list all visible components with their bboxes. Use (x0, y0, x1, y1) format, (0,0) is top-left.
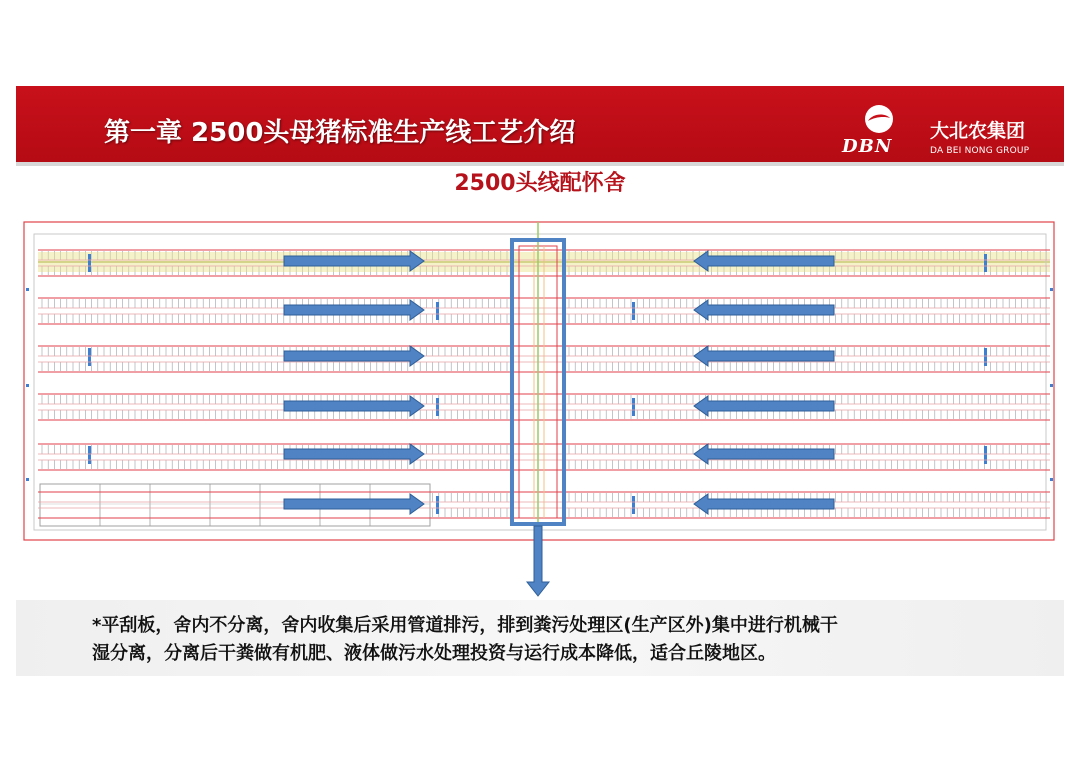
drain-marker (436, 302, 439, 320)
drain-marker (88, 446, 91, 464)
drain-marker (436, 496, 439, 514)
drain-marker (984, 446, 987, 464)
edge-marker (1050, 478, 1053, 481)
logo-mark-text: DBN (842, 136, 893, 157)
chapter-title: 第一章 2500头母猪标准生产线工艺介绍 (104, 118, 576, 148)
flow-arrow-right (284, 444, 424, 464)
note-line-1: *平刮板，舍内不分离，舍内收集后采用管道排污，排到粪污处理区(生产区外)集中进行机械干 (92, 615, 838, 636)
barn-floor-plan (22, 216, 1058, 600)
logo-emblem-icon (864, 104, 894, 134)
diagram-title: 2500头线配怀舍 (454, 171, 626, 196)
drain-marker (632, 398, 635, 416)
flow-arrows (284, 240, 834, 596)
flow-arrow-left (694, 494, 834, 514)
edge-marker (26, 478, 29, 481)
flow-arrow-right (284, 396, 424, 416)
flow-arrow-left (694, 346, 834, 366)
note-line-2: 湿分离，分离后干粪做有机肥、液体做污水处理投资与运行成本降低，适合丘陵地区。 (92, 643, 776, 664)
logo-company-name: 大北农集团 (930, 120, 1026, 142)
edge-marker (26, 384, 29, 387)
edge-marker (1050, 384, 1053, 387)
flow-arrow-left (694, 444, 834, 464)
drain-marker (88, 348, 91, 366)
company-logo (838, 104, 1038, 158)
flow-arrow-right (284, 300, 424, 320)
edge-marker (26, 288, 29, 291)
flow-arrow-down (527, 526, 549, 596)
drain-marker (984, 254, 987, 272)
logo-company-name-en: DA BEI NONG GROUP (930, 146, 1030, 156)
drain-marker (436, 398, 439, 416)
drain-marker (632, 496, 635, 514)
drain-marker (88, 254, 91, 272)
flow-arrow-right (284, 346, 424, 366)
edge-marker (1050, 288, 1053, 291)
flow-arrow-left (694, 300, 834, 320)
pen-grid (26, 251, 1053, 526)
drain-marker (984, 348, 987, 366)
process-note (92, 612, 1062, 668)
flow-arrow-left (694, 396, 834, 416)
drain-marker (632, 302, 635, 320)
